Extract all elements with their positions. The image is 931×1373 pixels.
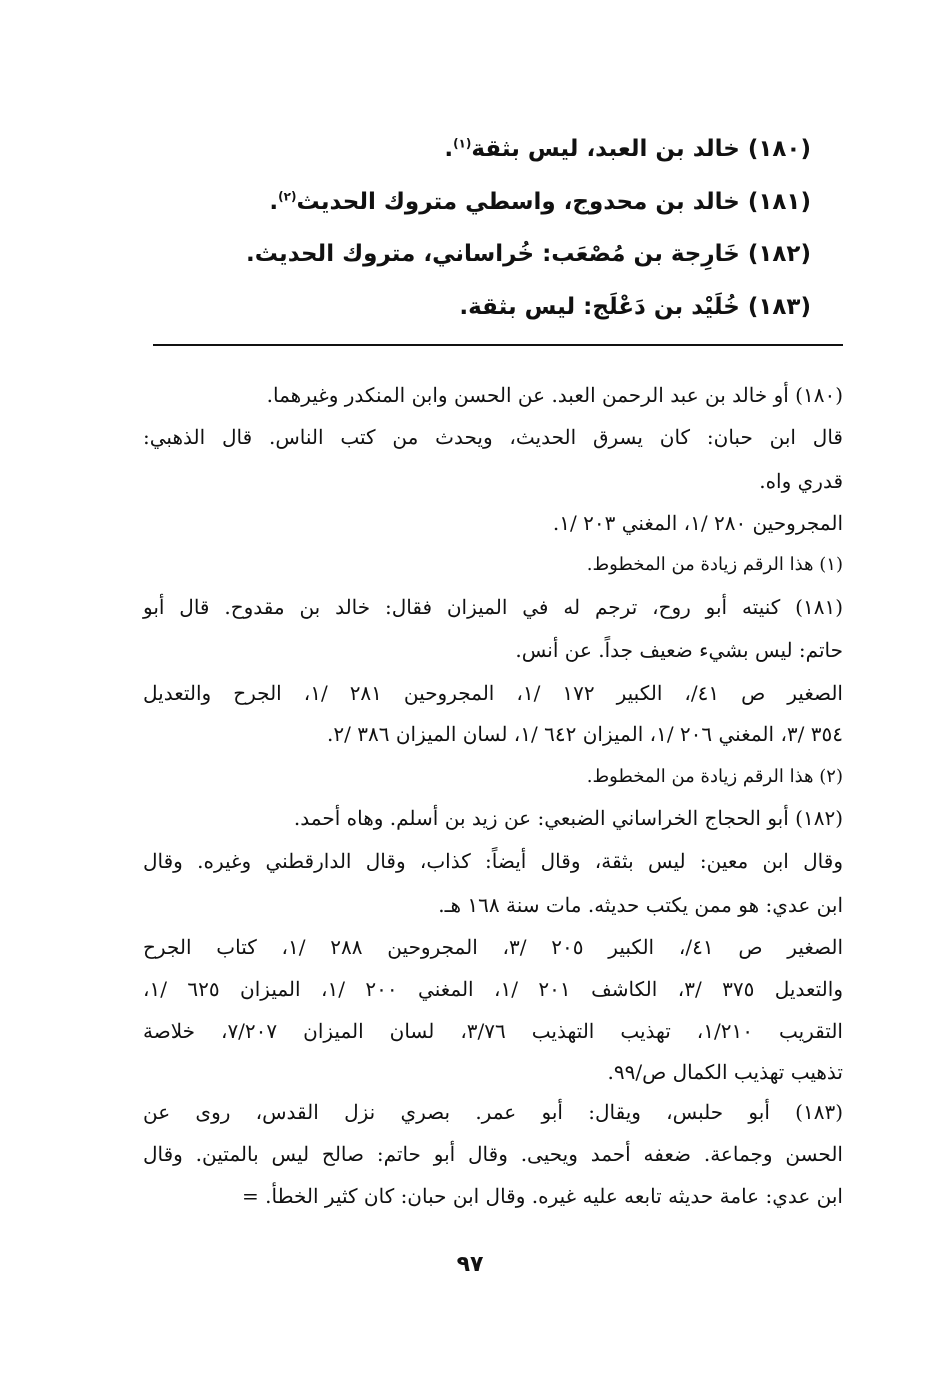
note-line: (١٨٠) أو خالد بن عبد الرحمن العبد. عن الحسن وابن المنكدر وغيرهما. bbox=[266, 383, 843, 407]
entry-183: (١٨٣) خُلَيْد بن دَعْلَج: ليس بثقة. bbox=[459, 294, 811, 320]
note-line: التقريب ١/٢١٠، تهذيب التهذيب ٣/٧٦، لسان الميزان ٧/٢٠٧، خلاصة bbox=[143, 1019, 843, 1043]
entry-181 bbox=[111, 185, 811, 219]
footnote-divider bbox=[153, 344, 843, 346]
note-line: ابن عدي: عامة حديثه تابعه عليه غيره. وقال ابن حبان: كان كثير الخطأ. = bbox=[242, 1184, 843, 1208]
note-line: حاتم: ليس بشيء ضعيف جداً. عن أنس. bbox=[515, 638, 843, 662]
entry-180-text: (١٨٠) خالد بن العبد، ليس بثقة bbox=[471, 136, 811, 162]
entry-181-end: . bbox=[269, 189, 279, 215]
entry-180 bbox=[111, 132, 811, 166]
entry-181-text: (١٨١) خالد بن محدوج، واسطي متروك الحديث bbox=[296, 189, 811, 215]
footnote-ref-2: (٢) bbox=[278, 189, 297, 204]
note-line: تذهيب تهذيب الكمال ص/٩٩. bbox=[607, 1060, 843, 1084]
entry-180-end: . bbox=[444, 136, 454, 162]
page-number: ٩٧ bbox=[456, 1252, 484, 1277]
note-line: الصغير ص ٤١/، الكبير ١٧٢ /١، المجروحين ٢٨١ /١، الجرح والتعديل bbox=[143, 681, 843, 705]
entry-182: (١٨٢) خَارِجة بن مُصْعَب: خُراساني، متروك الحديث. bbox=[245, 241, 811, 267]
footnote-2: (٢) هذا الرقم زيادة من المخطوط. bbox=[586, 766, 843, 787]
note-line: والتعديل ٣٧٥ /٣، الكاشف ٢٠١ /١، المغني ٢٠٠ /١، الميزان ٦٢٥ /١، bbox=[143, 977, 843, 1001]
note-line: قدري واه. bbox=[759, 469, 843, 493]
note-line: المجروحين ٢٨٠ /١، المغني ٢٠٣ /١. bbox=[552, 511, 843, 535]
note-line: ٣٥٤ /٣، المغني ٢٠٦ /١، الميزان ٦٤٢ /١، لسان الميزان ٣٨٦ /٢. bbox=[327, 722, 843, 746]
note-line: الحسن وجماعة. ضعفه أحمد ويحيى. وقال أبو حاتم: صالح ليس بالمتين. وقال bbox=[143, 1142, 843, 1166]
footnote-1: (١) هذا الرقم زيادة من المخطوط. bbox=[586, 554, 843, 575]
note-line: الصغير ص ٤١/، الكبير ٢٠٥ /٣، المجروحين ٢٨٨ /١، كتاب الجرح bbox=[143, 935, 844, 959]
note-line: ابن عدي: هو ممن يكتب حديثه. مات سنة ١٦٨ هـ. bbox=[438, 893, 843, 917]
note-line: (١٨٣) أبو حلبس، ويقال: أبو عمر. بصري نزل القدس، روى عن bbox=[143, 1100, 843, 1124]
note-line: (١٨١) كنيته أبو روح، ترجم له في الميزان فقال: خالد بن مقدوح. قال أبو bbox=[143, 595, 843, 619]
note-line: (١٨٢) أبو الحجاج الخراساني الضبعي: عن زيد بن أسلم. وهاه أحمد. bbox=[293, 806, 843, 830]
footnote-ref-1: (١) bbox=[453, 136, 472, 151]
note-line: وقال ابن معين: ليس بثقة، وقال أيضاً: كذاب، وقال الدارقطني وغيره. وقال bbox=[143, 849, 843, 873]
note-line: قال ابن حبان: كان يسرق الحديث، ويحدث من كتب الناس. قال الذهبي: bbox=[143, 425, 843, 449]
